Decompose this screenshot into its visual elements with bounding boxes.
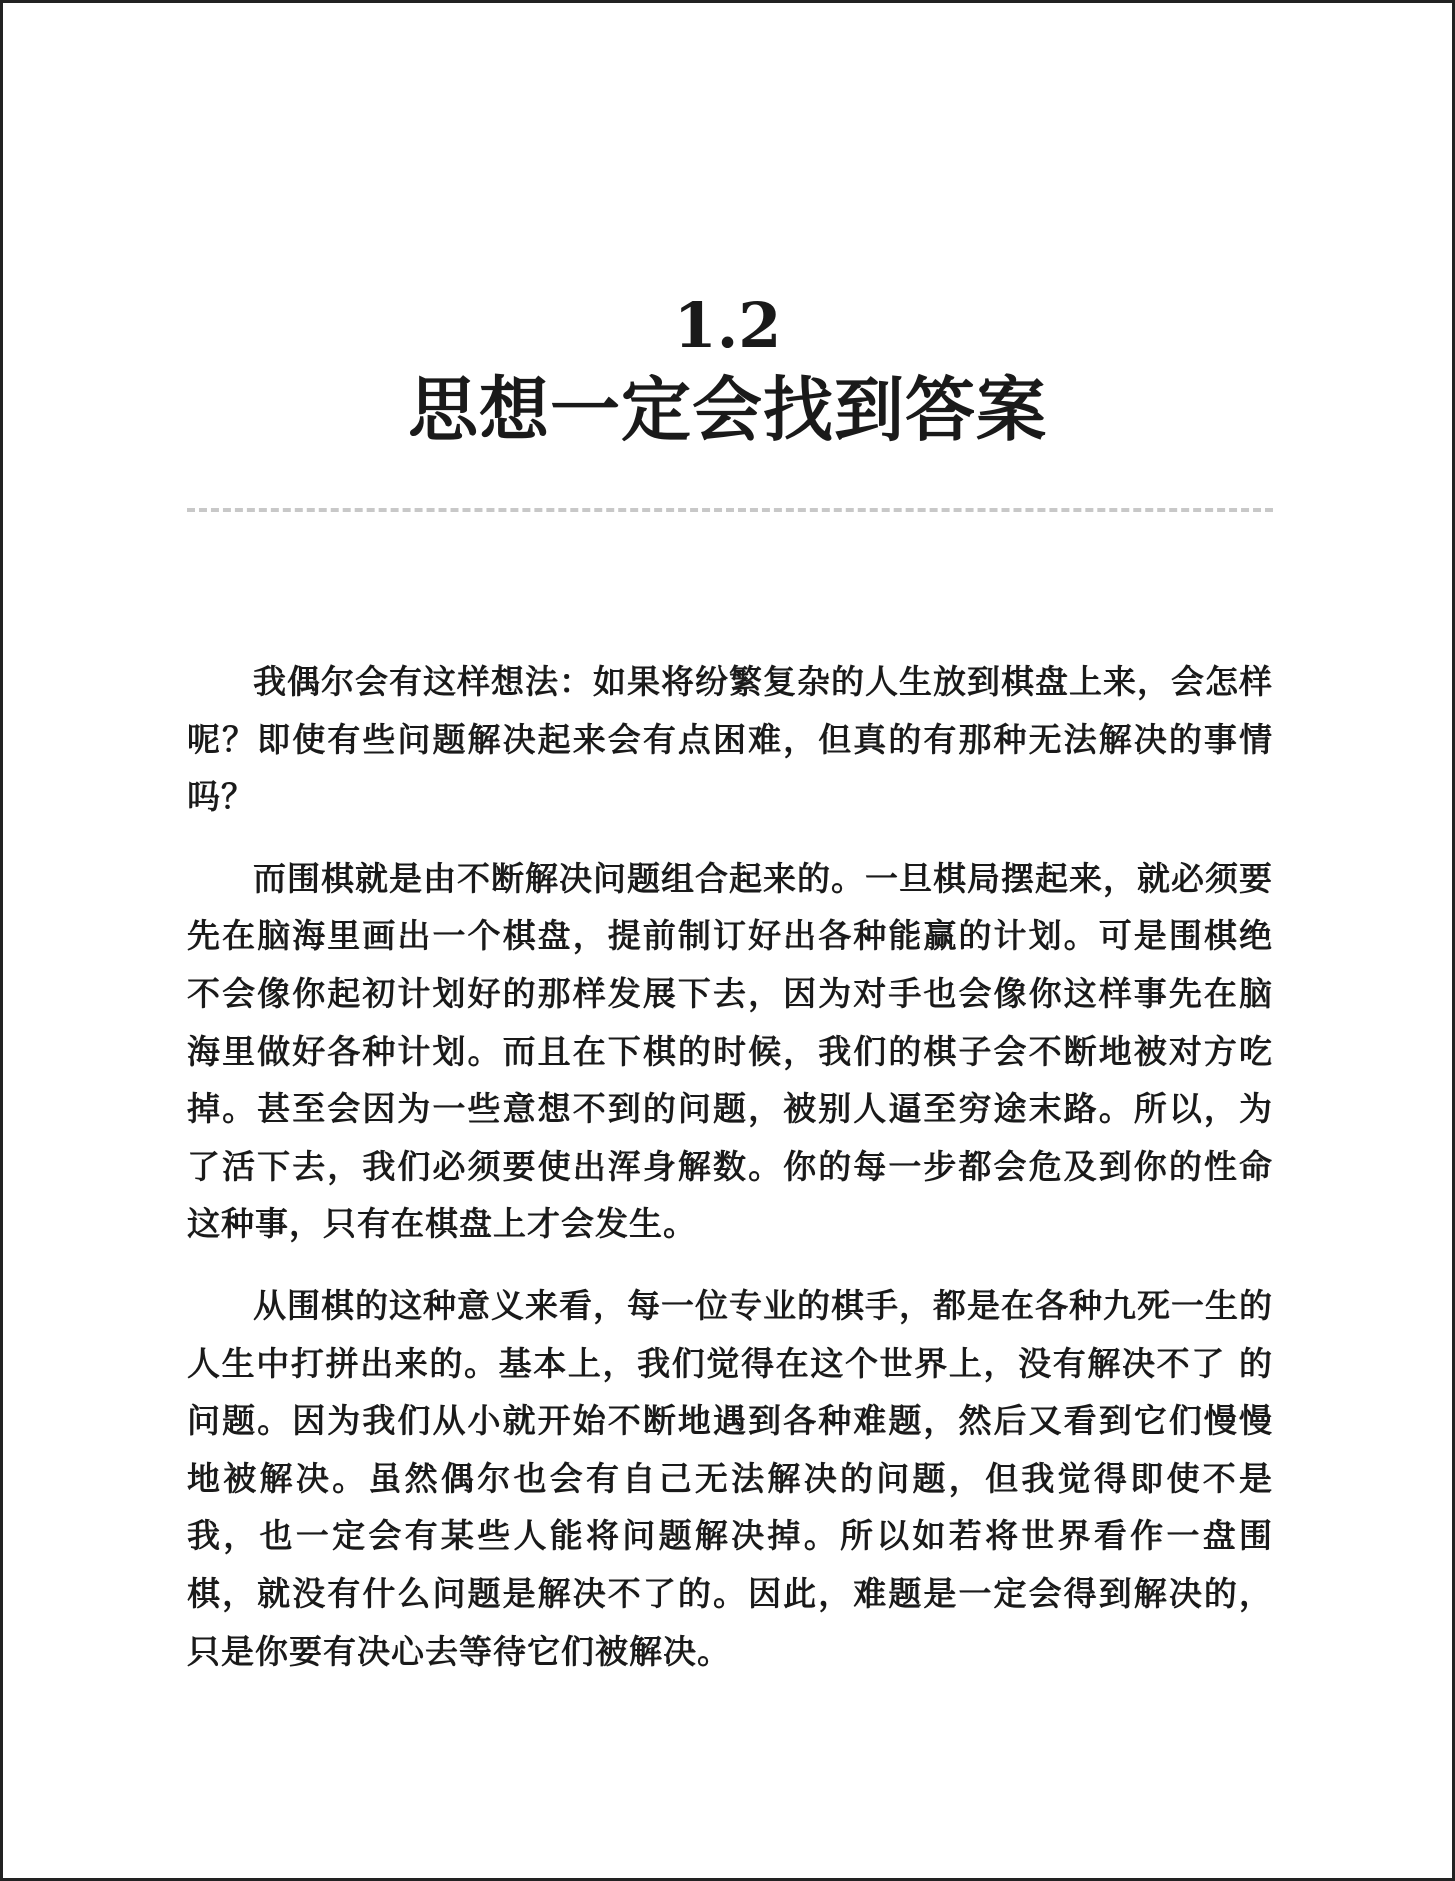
section-number: 1.2 [673,289,782,362]
chapter-title: 思想一定会找到答案 [408,369,1047,451]
body-text [187,653,1273,1704]
paragraph: 而围棋就是由不断解决问题组合起来的。一旦棋局摆起来，就必须要先在脑海里画出一个棋盘，提前制订好出各种能赢的计划。可是围棋绝不会像你起初计划好的那样发展下去，因为对手也会像你这样事先在脑海里做好各种计划。而且在下棋的时候，我们的棋子会不断地被对方吃掉。甚至会因为一些意想不到的问题，被别人逼至穷途末路。所以，为了活下去，我们必须要使出浑身解数。你的每一步都会危及到你的性命这种事，只有在棋盘上才会发生。 [187,858,1273,1244]
paragraph: 我偶尔会有这样想法：如果将纷繁复杂的人生放到棋盘上来，会怎样呢？即使有些问题解决起来会有点困难，但真的有那种无法解决的事情吗？ [187,662,1273,817]
dashed-divider [187,508,1273,512]
paragraph: 从围棋的这种意义来看，每一位专业的棋手，都是在各种九死一生的人生中打拼出来的。基本上，我们觉得在这个世界上，没有解决不了 的问题。因为我们从小就开始不断地遇到各种难题，然后又看到它们慢慢地被解决。虽然偶尔也会有自己无法解决的问题，但我觉得即使不是我，也一定会有某些人能将问题解决掉。所以如若将世界看作一盘围棋，就没有什么问题是解决不了的。因此，难题是一定会得到解决的，只是你要有决心去等待它们被解决。 [187,1285,1273,1671]
